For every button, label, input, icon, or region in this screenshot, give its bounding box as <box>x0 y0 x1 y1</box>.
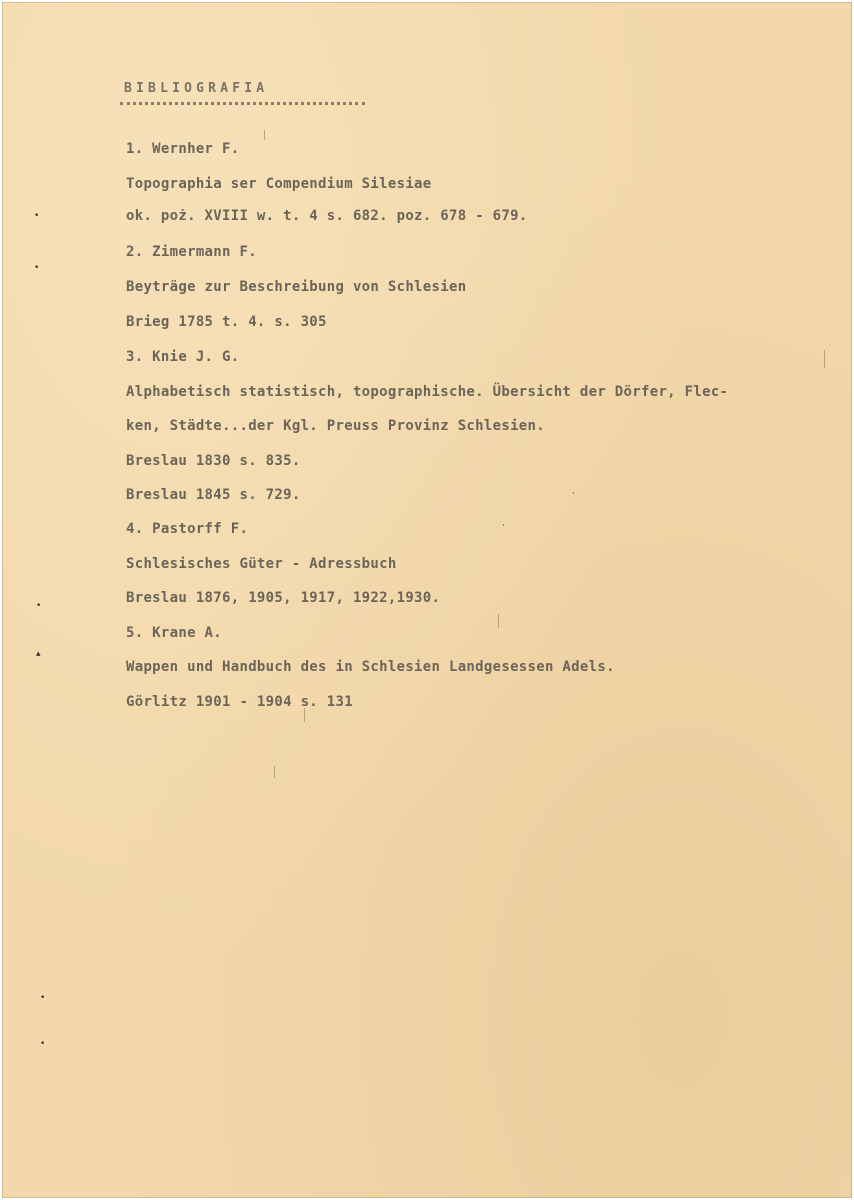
entry-4-author: 4. Pastorff F. <box>126 521 249 537</box>
entry-3-details-1: Breslau 1830 s. 835. <box>126 453 301 469</box>
entry-1-details: ok. poż. XVIII w. t. 4 s. 682. poz. 678 - 679. <box>126 208 528 224</box>
entry-3-details-2: Breslau 1845 s. 729. <box>126 487 301 503</box>
paper-scratch <box>304 708 305 722</box>
entry-3-author: 3. Knie J. G. <box>126 349 240 365</box>
margin-mark: • <box>34 263 40 273</box>
paper-speck: · <box>502 521 505 531</box>
paper-scratch <box>264 130 265 140</box>
entry-1-title: Topographia ser Compendium Silesiae <box>126 176 432 192</box>
entry-5-title: Wappen und Handbuch des in Schlesien Landgesessen Adels. <box>126 659 615 675</box>
paper-scratch <box>824 350 825 368</box>
entry-2-author: 2. Zimermann F. <box>126 244 257 260</box>
document-heading: BIBLIOGRAFIA <box>124 81 269 96</box>
entry-3-title-line-2: ken, Städte...der Kgl. Preuss Provinz Schlesien. <box>126 418 545 434</box>
paper-scratch <box>498 614 499 628</box>
paper-speck: · <box>572 489 575 499</box>
document-page <box>2 2 852 1198</box>
margin-mark: • <box>40 1039 46 1049</box>
entry-5-author: 5. Krane A. <box>126 625 223 641</box>
entry-4-title: Schlesisches Güter - Adressbuch <box>126 556 397 572</box>
entry-5-details: Görlitz 1901 - 1904 s. 131 <box>126 694 353 710</box>
margin-mark: • <box>40 993 46 1003</box>
heading-underline <box>120 102 365 105</box>
margin-mark: • <box>34 211 40 221</box>
entry-2-title: Beyträge zur Beschreibung von Schlesien <box>126 279 467 295</box>
entry-2-details: Brieg 1785 t. 4. s. 305 <box>126 314 327 330</box>
paper-scratch <box>274 766 275 778</box>
entry-3-title-line-1: Alphabetisch statistisch, topographische. Übersicht der Dörfer, Flec- <box>126 384 729 400</box>
entry-4-details: Breslau 1876, 1905, 1917, 1922,1930. <box>126 590 441 606</box>
entry-1-author: 1. Wernher F. <box>126 141 240 157</box>
margin-mark: ▴ <box>36 649 41 659</box>
margin-mark: • <box>36 601 42 611</box>
